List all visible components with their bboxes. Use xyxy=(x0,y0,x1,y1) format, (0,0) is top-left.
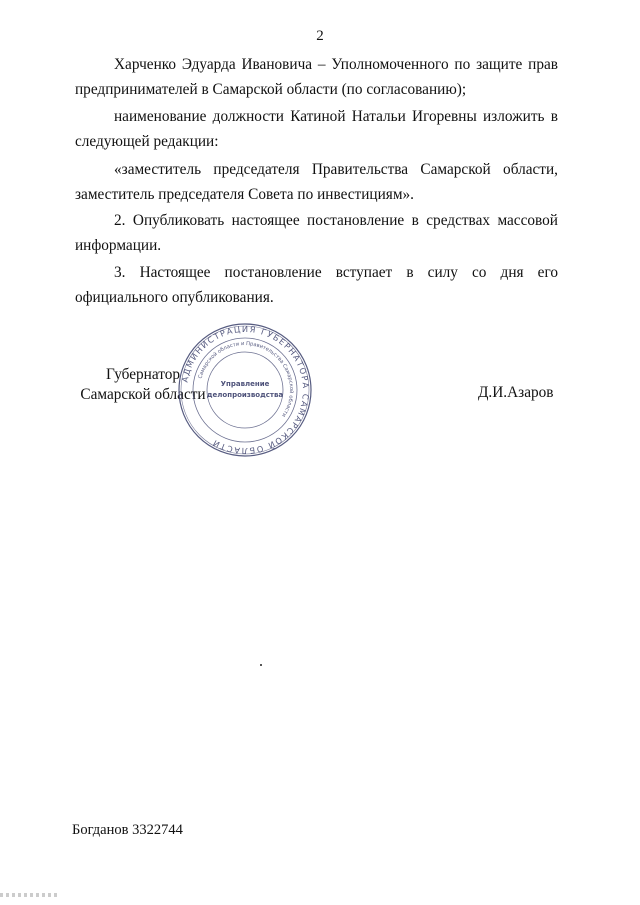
speck xyxy=(260,664,262,666)
executor-contact: Богданов 3322744 xyxy=(72,822,183,838)
paragraph-4-line-2: информации. xyxy=(75,237,162,254)
paragraph-1-line-2: предпринимателей в Самарской области (по согласованию); xyxy=(75,81,467,98)
paragraph-3 xyxy=(75,157,558,207)
paragraph-5-line-2: официального опубликования. xyxy=(75,289,274,306)
scan-artifact xyxy=(0,893,60,897)
signature-position-line-1: Губернатор xyxy=(105,366,181,383)
paragraph-2 xyxy=(75,104,558,154)
signatory-name: Д.И.Азаров xyxy=(478,384,554,401)
paragraph-3-line-1: «заместитель председателя Правительства Самарской области, xyxy=(114,161,558,178)
paragraph-1-line-1: Харченко Эдуарда Ивановича – Уполномоченного по защите прав xyxy=(114,56,558,73)
stamp-center-line-2: делопроизводства xyxy=(206,391,284,399)
paragraph-4-line-1: 2. Опубликовать настоящее постановление в средствах массовой xyxy=(114,212,558,229)
paragraph-5-line-1: 3. Настоящее постановление вступает в силу со дня его xyxy=(114,264,558,281)
official-stamp xyxy=(175,320,315,460)
stamp-outer-text: АДМИНИСТРАЦИЯ ГУБЕРНАТОРА САМАРСКОЙ ОБЛАСТИ xyxy=(179,323,312,457)
stamp-inner-text: Самарской области и Правительства Самарской области xyxy=(197,340,295,418)
signature-position-line-2: Самарской области xyxy=(80,386,206,403)
paragraph-3-line-2: заместитель председателя Совета по инвестициям». xyxy=(75,186,414,203)
paragraph-1 xyxy=(75,52,558,102)
paragraph-5 xyxy=(75,260,558,310)
stamp-center-line-1: Управление xyxy=(220,380,270,388)
page-number: 2 xyxy=(316,28,324,44)
paragraph-4 xyxy=(75,208,558,258)
paragraph-2-line-1: наименование должности Катиной Натальи Игоревны изложить в xyxy=(114,108,558,125)
paragraph-2-line-2: следующей редакции: xyxy=(75,133,219,150)
